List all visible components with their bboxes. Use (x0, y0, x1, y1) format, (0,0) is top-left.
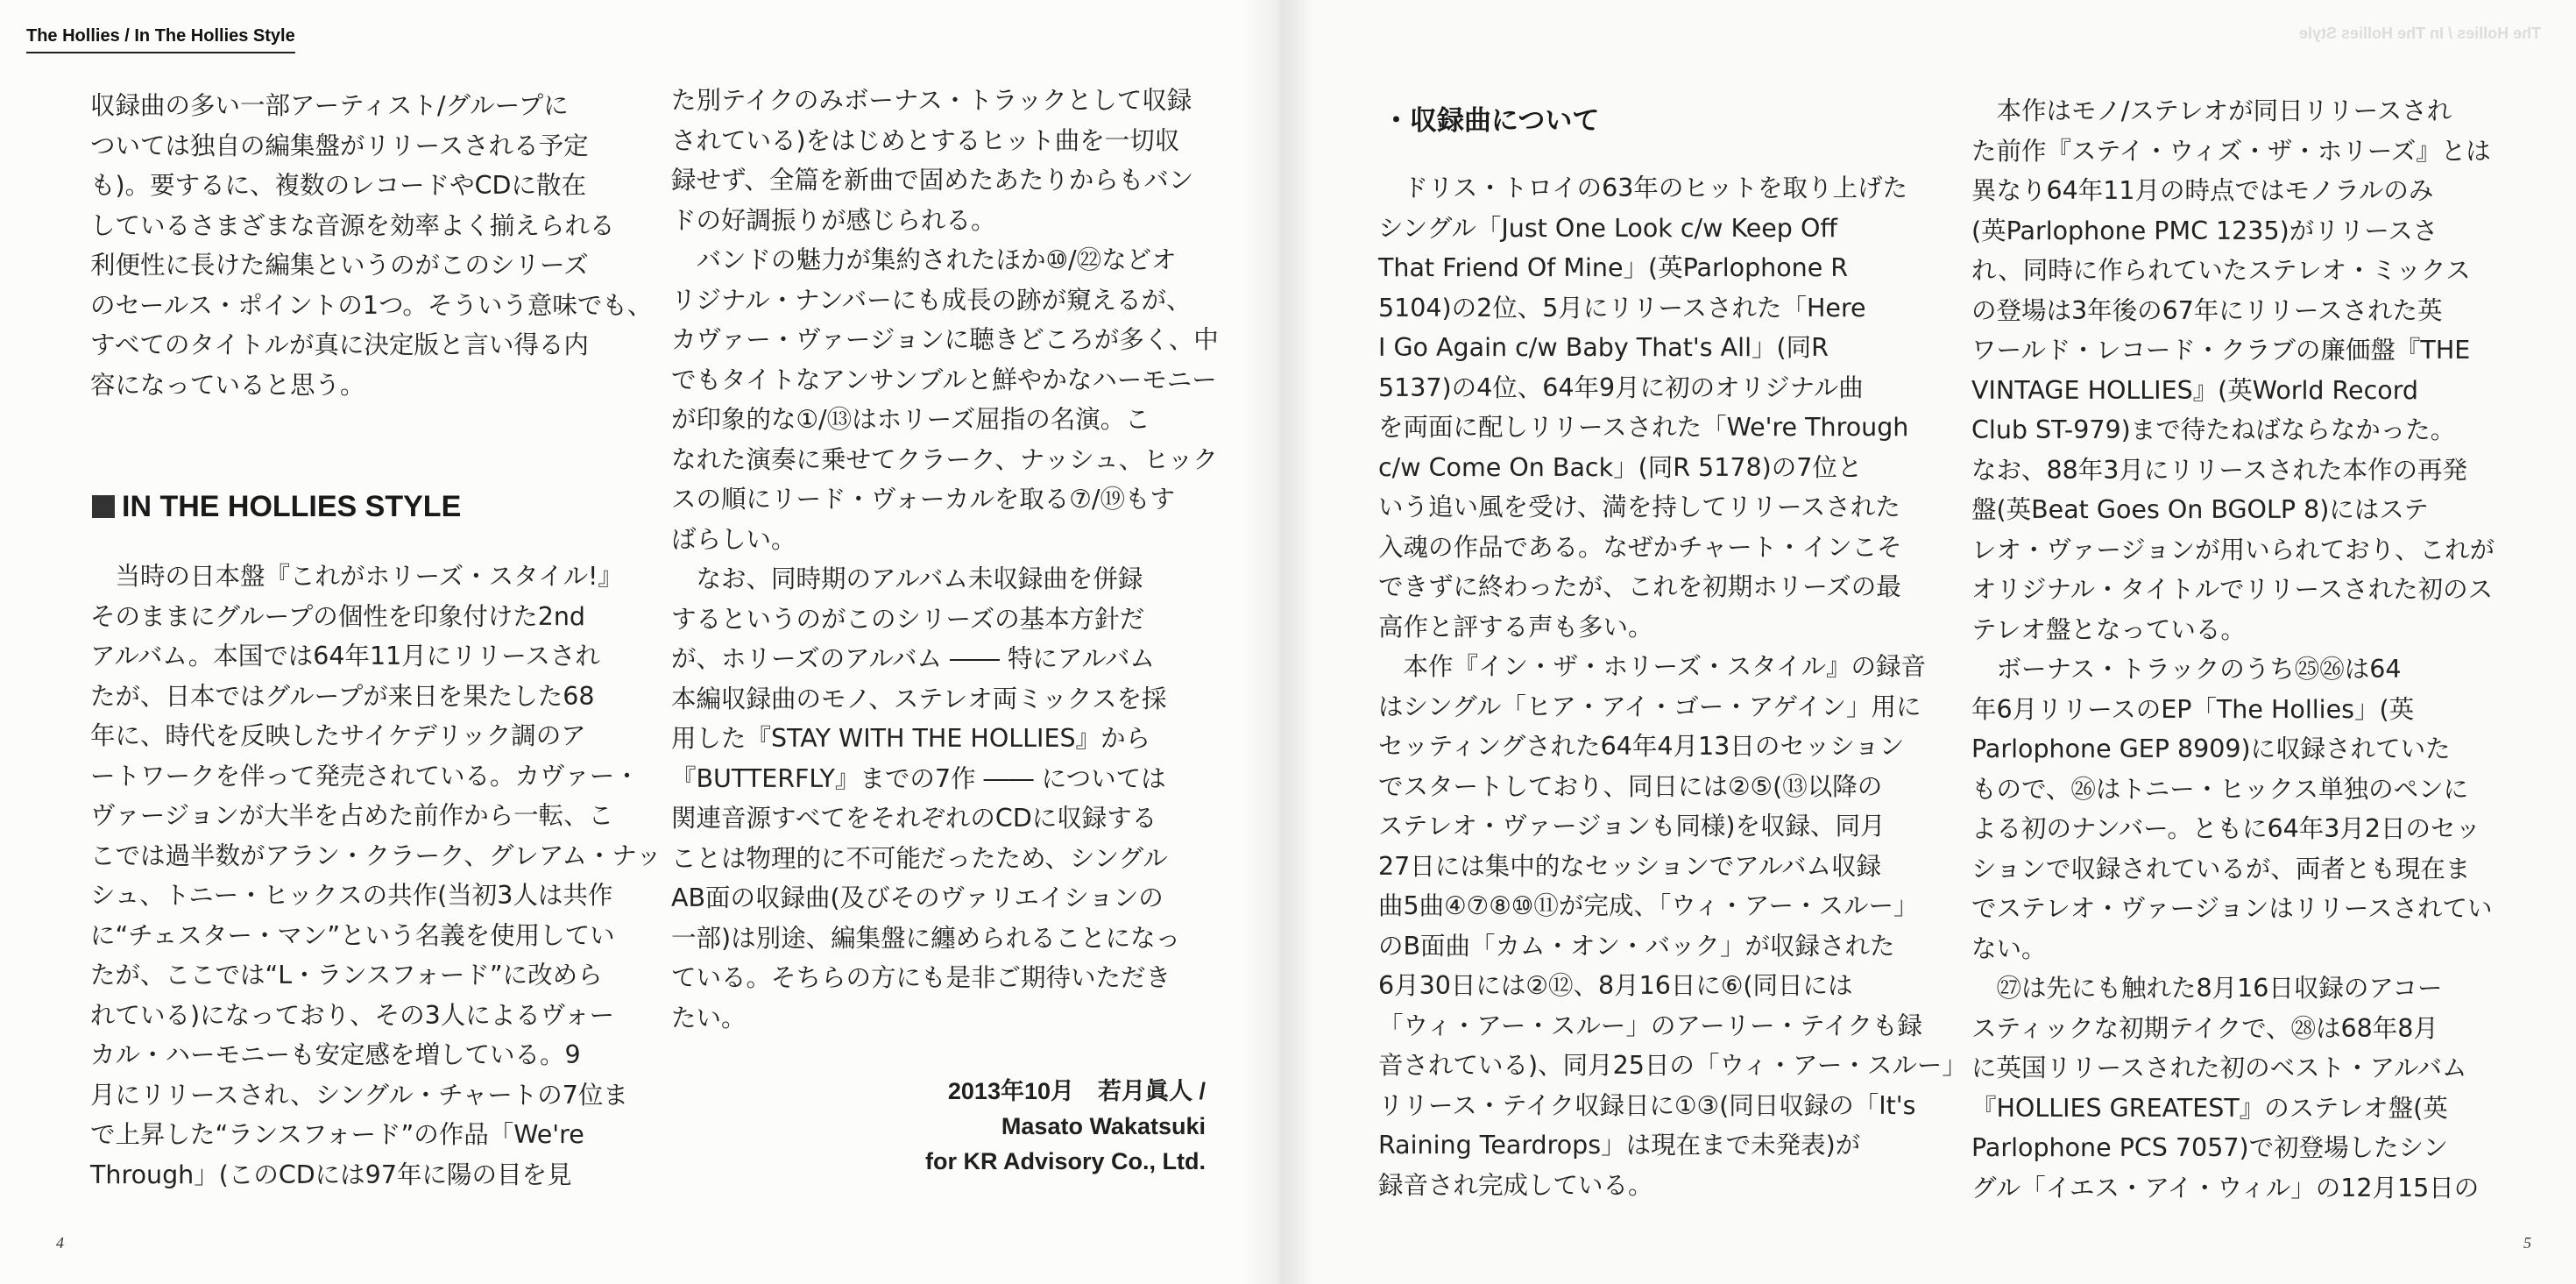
text-line: ない。 (1971, 933, 2047, 963)
text-line: Club ST-979)まで待たねばならなかった。 (1971, 415, 2456, 444)
text-line: た別テイクのみボーナス・トラックとして収録 (671, 86, 1192, 115)
text-line: でスタートしており、同日には②⑤(⑬以降の (1378, 771, 1883, 801)
text-line: いう追い風を受け、満を持してリリースされた (1378, 493, 1900, 521)
text-line: 音されている)、同月25日の「ウィ・アー・スルー」 (1378, 1051, 1967, 1080)
text-line: そのままにグループの個性を印象付けた2nd (90, 601, 586, 631)
text-line: ㉗は先にも触れた8月16日収録のアコー (1971, 974, 2443, 1003)
text-line: スティックな初期テイクで、㉘は68年8月 (1971, 1013, 2438, 1043)
signature-affiliation: for KR Advisory Co., Ltd. (924, 1148, 1206, 1174)
text-line: 年6月リリースのEP「The Hollies」(英 (1971, 694, 2415, 724)
text-line: の登場は3年後の67年にリリースされた英 (1971, 295, 2443, 325)
section-heading: IN THE HOLLIES STYLE (92, 490, 461, 524)
text-line: ドリス・トロイの63年のヒットを取り上げた (1378, 174, 1907, 202)
text-line: 5104)の2位、5月にリリースされた「Here (1378, 293, 1866, 323)
text-line: シングル「Just One Look c/w Keep Off (1378, 213, 1838, 243)
column-1-text (90, 86, 653, 405)
text-line: が印象的な①/⑬はホリーズ屈指の名演。こ (671, 405, 1150, 434)
text-line: カヴァー・ヴァージョンに聴きどころが多く、中 (671, 325, 1219, 354)
text-line: 関連音源すべてをそれぞれのCDに収録する (671, 804, 1157, 833)
text-line: ションで収録されているが、両者とも現在ま (1971, 854, 2471, 883)
text-line: が、ホリーズのアルバム ―― 特にアルバム (671, 644, 1155, 673)
text-line: よる初のナンバー。ともに64年3月2日のセッ (1971, 814, 2480, 843)
text-line: 異なり64年11月の時点ではモノラルのみ (1971, 176, 2434, 205)
text-line: のセールス・ポイントの1つ。そういう意味でも、 (90, 290, 653, 320)
text-line: Parlophone PCS 7057)で初登場したシン (1971, 1133, 2448, 1162)
book-spine-shadow (1244, 0, 1314, 1284)
text-line: はシングル「ヒア・アイ・ゴー・アゲイン」用に (1378, 692, 1921, 721)
text-line: VINTAGE HOLLIES』(英World Record (1971, 375, 2419, 405)
text-line: Parlophone GEP 8909)に収録されていた (1971, 734, 2451, 763)
text-line: ートワークを伴って発売されている。カヴァー・ (90, 761, 640, 791)
text-line: 本作はモノ/ステレオが同日リリースされ (1971, 96, 2452, 125)
text-line: ドの好調振りが感じられる。 (671, 205, 996, 235)
text-line: 一部)は別途、編集盤に纏められることになっ (671, 923, 1181, 953)
text-line: なれた演奏に乗せてクラーク、ナッシュ、ヒック (671, 444, 1218, 474)
text-line: できずに終わったが、これを初期ホリーズの最 (1378, 572, 1901, 601)
text-line: れている)になっており、その3人によるヴォー (90, 1000, 615, 1030)
text-line: テレオ盤となっている。 (1971, 614, 2246, 644)
text-line: ている。そちらの方にも是非ご期待いただき (671, 963, 1171, 992)
text-line: セッティングされた64年4月13日のセッション (1378, 732, 1905, 761)
section-title: ・収録曲について (1383, 105, 1600, 137)
text-line: なお、同時期のアルバム未収録曲を併録 (671, 564, 1143, 593)
right-page (1279, 0, 2576, 1284)
text-line: グル「イエス・アイ・ウィル」の12月15日の (1971, 1173, 2480, 1202)
text-line: 年に、時代を反映したサイケデリック調のア (90, 721, 586, 750)
text-line: アルバム。本国では64年11月にリリースされ (90, 642, 600, 670)
text-line: こでは過半数がアラン・クラーク、グレアム・ナッ (90, 841, 662, 870)
text-line: 5137)の4位、64年9月に初のオリジナル曲 (1378, 372, 1864, 402)
text-line: 曲5曲④⑦⑧⑩⑪が完成、「ウィ・アー・スルー」 (1378, 891, 1919, 920)
text-line: 用した『STAY WITH THE HOLLIES』から (671, 724, 1151, 753)
text-line: c/w Come On Back」(同R 5178)の7位と (1378, 452, 1863, 482)
text-line: Raining Teardrops」は現在まで未発表)が (1378, 1131, 1861, 1160)
text-line: ばらしい。 (671, 524, 796, 554)
text-line: 「ウィ・アー・スルー」のアーリー・テイクも録 (1378, 1011, 1923, 1040)
text-line: のB面曲「カム・オン・バック」が収録された (1378, 931, 1895, 961)
text-line: 月にリリースされ、シングル・チャートの7位ま (90, 1080, 628, 1110)
text-line: れ、同時に作られていたステレオ・ミックス (1971, 256, 2471, 285)
text-line: を両面に配しリリースされた「We're Through (1378, 413, 1909, 442)
text-line: レオ・ヴァージョンが用いられており、これが (1971, 535, 2495, 564)
show-through-header: The Hollies / In The Hollies Style (2298, 25, 2541, 42)
text-line: たい。 (671, 1003, 747, 1032)
text-line: カル・ハーモニーも安定感を増している。9 (90, 1040, 581, 1069)
page-number: 4 (56, 1234, 64, 1252)
column-2-text (671, 81, 1219, 1038)
text-line: も)。要するに、複数のレコードやCDに散在 (90, 171, 586, 200)
page-number: 5 (2523, 1234, 2531, 1252)
text-line: 当時の日本盤『これがホリーズ・スタイル!』 (90, 562, 623, 591)
text-line: 本作『イン・ザ・ホリーズ・スタイル』の録音 (1378, 652, 1927, 681)
column-4-text (1971, 91, 2532, 1208)
text-line: 27日には集中的なセッションでアルバム収録 (1378, 851, 1882, 881)
text-line: 本編収録曲のモノ、ステレオ両ミックスを採 (671, 684, 1167, 713)
text-line: もので、㉖はトニー・ヒックス単独のペンに (1971, 774, 2469, 804)
signature-name-romaji: Masato Wakatsuki (1001, 1113, 1206, 1139)
text-line: ことは物理的に不可能だったため、シングル (671, 843, 1168, 873)
text-line: 利便性に長けた編集というのがこのシリーズ (90, 251, 589, 280)
text-line: 盤(英Beat Goes On BGOLP 8)にはステ (1971, 495, 2429, 524)
running-header: The Hollies / In The Hollies Style (26, 26, 295, 53)
text-line: ヴァージョンが大半を占めた前作から一転、こ (90, 801, 614, 830)
text-line: バンドの魅力が集約されたほか⑩/㉒などオ (671, 245, 1177, 274)
text-line: なお、88年3月にリリースされた本作の再発 (1971, 455, 2467, 485)
left-page (0, 0, 1279, 1284)
column-1-body-text (90, 557, 662, 1195)
text-line: ボーナス・トラックのうち㉕㉖は64 (1971, 655, 2402, 684)
text-line: た前作『ステイ・ウィズ・ザ・ホリーズ』とは (1971, 136, 2491, 166)
text-line: で上昇した“ランスフォード”の作品「We're (90, 1120, 584, 1149)
text-line: 6月30日には②⑫、8月16日に⑥(同日には (1378, 971, 1853, 1000)
text-line: に英国リリースされた初のベスト・アルバム (1971, 1053, 2467, 1082)
text-line: 録せず、全篇を新曲で固めたあたりからもバン (671, 166, 1194, 195)
text-line: リリース・テイク収録日に①③(同日収録の「It's (1378, 1090, 1916, 1120)
text-line: 容になっていると思う。 (90, 370, 365, 400)
signature-date-author: 2013年10月 若月眞人 / (947, 1078, 1206, 1104)
text-line: されている)をはじめとするヒット曲を一切収 (671, 125, 1180, 155)
text-line: 高作と評する声も多い。 (1378, 612, 1653, 642)
column-3-text (1378, 168, 1967, 1205)
text-line: リジナル・ナンバーにも成長の跡が窺えるが、 (671, 285, 1192, 315)
text-line: オリジナル・タイトルでリリースされた初のス (1971, 575, 2494, 604)
text-line: ステレオ・ヴァージョンも同様)を収録、同月 (1378, 812, 1886, 841)
text-line: 『HOLLIES GREATEST』のステレオ盤(英 (1971, 1093, 2448, 1123)
text-line: 『BUTTERFLY』までの7作 ―― については (671, 763, 1166, 793)
text-line: (英Parlophone PMC 1235)がリリースさ (1971, 216, 2438, 245)
text-line: スの順にリード・ヴォーカルを取る⑦/⑲もす (671, 485, 1175, 514)
square-bullet-icon (92, 495, 115, 518)
text-line: AB面の収録曲(及びそのヴァリエイションの (671, 883, 1164, 912)
text-line: でステレオ・ヴァージョンはリリースされてい (1971, 894, 2493, 923)
text-line: ワールド・レコード・クラブの廉価盤『THE (1971, 336, 2471, 365)
text-line: でもタイトなアンサンブルと鮮やかなハーモニー (671, 365, 1217, 394)
text-line: たが、日本ではグループが来日を果たした68 (90, 681, 595, 711)
text-line: 録音され完成している。 (1378, 1170, 1653, 1200)
signature-block (671, 1074, 1206, 1179)
text-line: たが、ここでは“L・ランスフォード”に改めら (90, 961, 603, 990)
text-line: に“チェスター・マン”という名義を使用してい (90, 920, 615, 950)
text-line: しているさまざまな音源を効率よく揃えられる (90, 210, 615, 240)
text-line: I Go Again c/w Baby That's All」(同R (1378, 333, 1829, 362)
text-line: するというのがこのシリーズの基本方針だ (671, 604, 1145, 634)
text-line: That Friend Of Mine」(英Parlophone R (1378, 253, 1849, 282)
text-line: ついては独自の編集盤がリリースされる予定 (90, 131, 589, 160)
text-line: 収録曲の多い一部アーティスト/グループに (90, 91, 569, 120)
text-line: すべてのタイトルが真に決定版と言い得る内 (90, 330, 589, 359)
text-line: 入魂の作品である。なぜかチャート・インこそ (1378, 532, 1902, 562)
text-line: シュ、トニー・ヒックスの共作(当初3人は共作 (90, 881, 613, 910)
text-line: Through」(このCDには97年に陽の目を見 (90, 1160, 572, 1189)
